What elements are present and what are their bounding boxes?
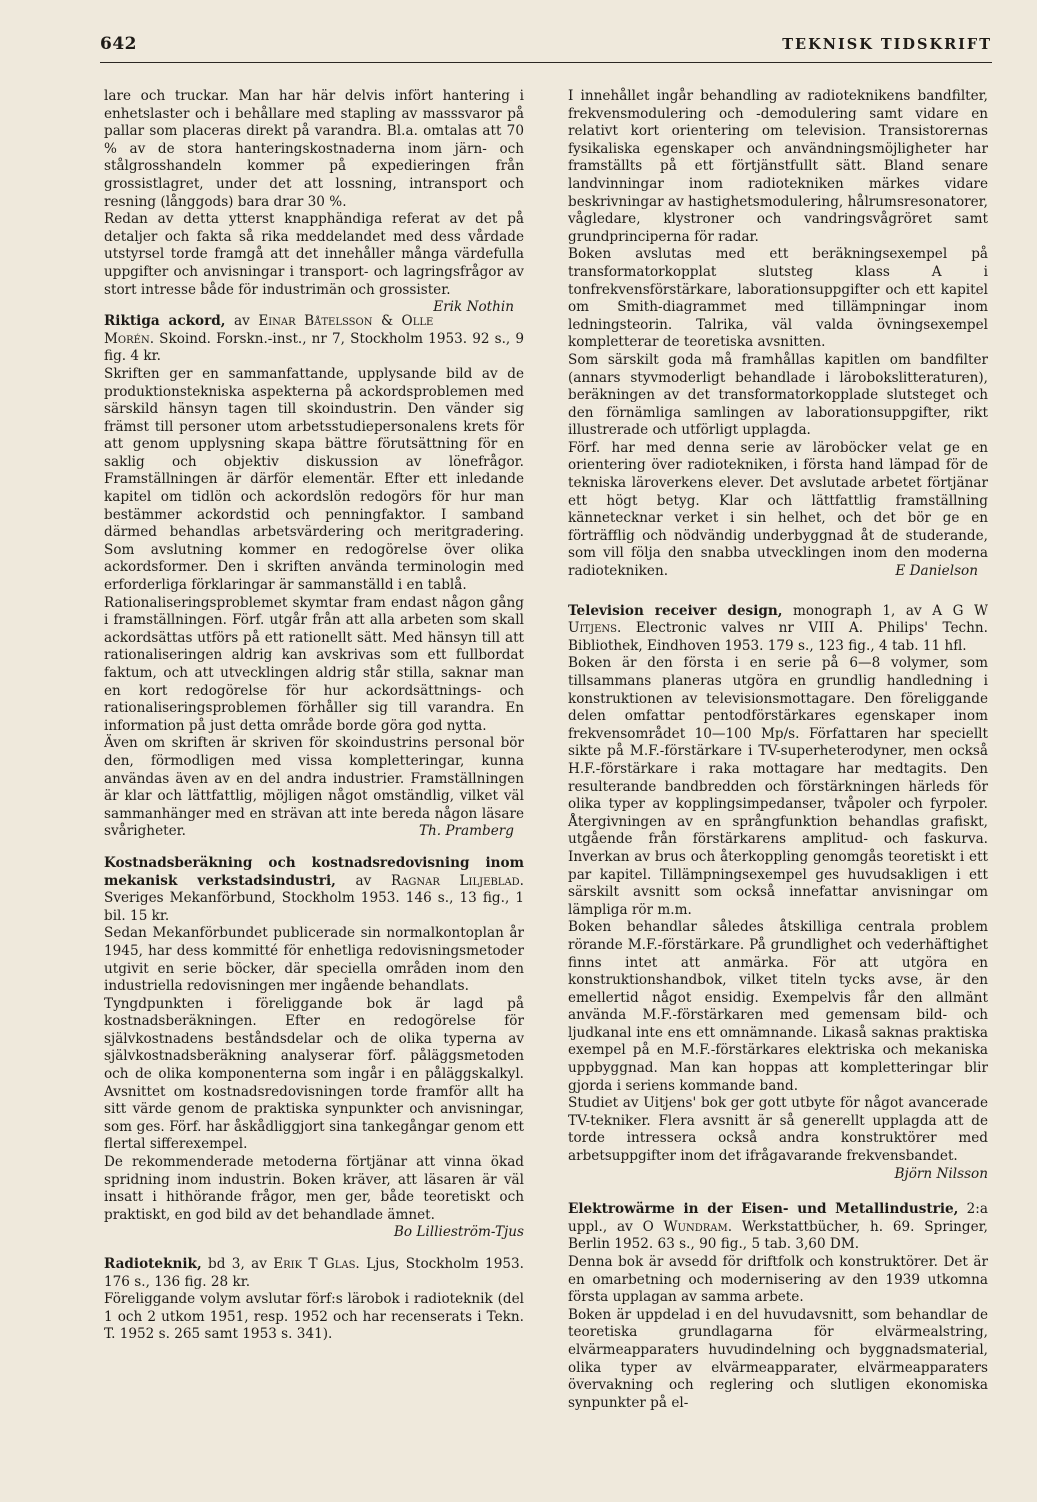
book-meta: monograph 1, av bbox=[793, 602, 922, 619]
book-authors: Einar Båtelsson & Olle Morén. bbox=[104, 313, 434, 347]
book-title: Radioteknik, bbox=[104, 1256, 202, 1272]
paragraph: lare och truckar. Man har här delvis infört hantering i enhetslaster och i behållare med stapling av masssvaror på pallar som placeras direkt på varandra. Bl.a. omtalas att 70 % av de stora hanteringskostnaderna inom järn- och stålgrosshandeln kommer på expedieringen från grossistlagret, under det att lossning, intransport och resning (långgods) bara drar 30 %. bbox=[104, 88, 524, 210]
reviewer-signature: Bo Lillieström-Tjus bbox=[393, 1224, 524, 1241]
review-television-receiver bbox=[568, 603, 988, 1184]
paragraph-text: Redan av detta ytterst knapphändiga referat av det på detaljer och fakta så rika meddelandet med dess vårdade utstyrsel torde framgå att det innehåller många värdefulla uppgifter och anvisningar i transport- och lagringsfrågor av stort intresse både för industrimän och grossister. bbox=[104, 211, 524, 298]
reviewer-signature: E Danielson bbox=[895, 563, 978, 580]
paragraph-text: Förf. har med denna serie av läroböcker velat ge en orientering över radiotekniken, i första hand lämpad för de tekniska läroverkens elever. Det avslutade arbetet förtjänar ett högt betyg. Klar och lättfattlig framställning kännetecknar verket i sin helhet, och det bör ge en förträfflig och nödvändig underbyggnad åt de studerande, som vill följa den snabba utvecklingen inom den moderna radiotekniken. bbox=[568, 439, 988, 580]
publication-info: Werkstattbücher, h. 69. Springer, Berlin 1952. 63 s., 90 fig., 5 tab. 3,60 DM. bbox=[568, 1218, 988, 1253]
paragraph: Denna bok är avsedd för driftfolk och konstruktörer. Det är en omarbetning och modernisering av den 1939 utkomna första upplagan av samma arbete. bbox=[568, 1254, 988, 1306]
book-title: Kostnadsberäkning och kostnadsredovisning inom mekanisk verkstadsindustri, bbox=[104, 854, 524, 889]
book-title: Elektrowärme in der Eisen- und Metallindustrie, bbox=[568, 1201, 959, 1218]
review-elektrowarme bbox=[568, 1201, 988, 1412]
paragraph-text: Även om skriften är skriven för skoindustrins personal bör den, förmodligen med vissa kompletteringar, kunna användas även av en del andra industrier. Framställningen är klar och lättfattlig, möjligen något omständlig, vilket väl sammanhänger med en strävan att inte bereda någon läsare svårigheter. bbox=[104, 735, 524, 840]
review-heading bbox=[104, 855, 524, 925]
page-header bbox=[100, 34, 992, 60]
journal-title: TEKNISK TIDSKRIFT bbox=[782, 36, 992, 53]
reviewer-signature: Th. Pramberg bbox=[418, 823, 514, 840]
book-authors: A G W Uitjens. bbox=[568, 602, 989, 637]
book-title: Riktiga ackord, bbox=[104, 313, 226, 330]
book-authors: Erik T Glas. bbox=[273, 1256, 360, 1272]
book-meta: bd 3, av bbox=[208, 1256, 267, 1272]
review-radioteknik-continued bbox=[568, 88, 988, 581]
publication-info: Ljus, Stockholm 1953. 176 s., 136 fig. 28 kr. bbox=[104, 1256, 524, 1290]
page-number: 642 bbox=[100, 34, 137, 54]
paragraph: Boken är uppdelad i en del huvudavsnitt, som behandlar de teoretiska grundlagarna för elvärmealstring, elvärmeapparaters huvudindelning och byggnadsmaterial, olika typer av elvärmeapparater, elvärmeapparaters övervakning och reglering och slutligen ekonomiska synpunkter på el- bbox=[568, 1306, 988, 1411]
paragraph: Boken är den första i en serie på 6—8 volymer, som tillsammans planeras utgöra en grundlig handledning i konstruktionen av televisionsmottagare. Den föreliggande delen omfattar pentodförstärkares egenskaper inom frekvensområdet 10—100 Mp/s. Författaren har speciellt sikte på M.F.-förstärkare i TV-superheterodyner, men också H.F.-förstärkare i raka mottagare har medtagits. Den resulterande bandbredden och förstärkningen härleds för olika typer av kopplingsimpedanser, tvåpoler och fyrpoler. Återgivningen av en språngfunktion behandlas grafiskt, utgående från förstärkarens amplitud- och faskurva. Inverkan av brus och återkoppling genomgås teoretiskt i ett par kapitel. Tillämpningsexempel ges huvudsakligen i ett särskilt avsnitt som också innefattar anvisningar om lämpliga rör m.m. bbox=[568, 655, 988, 918]
paragraph: Boken avslutas med ett beräkningsexempel på transformatorkopplat slutsteg klass A i tonfrekvensförstärkare, laborationsuppgifter och ett kapitel om Smith-diagrammet med tillämpningar inom ledningsteorin. Talrika, väl valda övningsexempel kompletterar de teoretiska avsnitten. bbox=[568, 246, 988, 351]
book-authors: Ragnar Liljeblad. bbox=[390, 872, 525, 889]
paragraph: Som särskilt goda må framhållas kapitlen om bandfilter (annars styvmoderligt behandlade i lärobokslitteraturen), beräkningen av det transformatorkopplade slutsteget och den förnämliga samlingen av laborationsuppgifter, rikt illustrerade och utförligt upplagda. bbox=[568, 351, 988, 439]
book-authors: Wundram. bbox=[663, 1218, 733, 1235]
review-radioteknik bbox=[104, 1256, 524, 1344]
paragraph: Föreliggande volym avslutar förf:s lärobok i radioteknik (del 1 och 2 utkom 1951, resp. 1952 och har recenserats i Tekn. T. 1952 s. 265 samt 1953 s. 341). bbox=[104, 1291, 524, 1343]
paragraph: Tyngdpunkten i föreliggande bok är lagd på kostnadsberäkningen. Efter en redogörelse för självkostnadens beståndsdelar och de olika typerna av självkostnadsberäkning analyserar förf. påläggsmetoden och de olika komponenterna som ingår i en påläggskalkyl. Avsnittet om kostnadsredovisningen torde framför allt ha sitt värde genom de praktiska synpunkter och anvisningar, som ges. Förf. har åskådliggjort sina tankegångar genom ett flertal sifferexempel. bbox=[104, 995, 524, 1153]
review-heading bbox=[104, 313, 524, 366]
paragraph bbox=[568, 440, 988, 581]
paragraph: Boken behandlar således åtskilliga centrala problem rörande M.F.-förstärkare. På grundlighet och vederhäftighet finns intet att anmärka. För att utgöra en konstruktionshandbok, vilket titeln tycks avse, är den emellertid något ensidig. Exempelvis får den allmänt använda M.F.-förstärkaren med gemensam bild- och ljudkanal inte ens ett omnämnande. Likaså saknas praktiska exempel på en M.F.-förstärkares elektriska och mekaniska uppbyggnad. Man kan hoppas att kompletteringar blir gjorda i seriens kommande band. bbox=[568, 919, 988, 1094]
publication-info: Skoind. Forskn.-inst., nr 7, Stockholm 1953. 92 s., 9 fig. 4 kr. bbox=[104, 330, 524, 365]
book-title: Television receiver design, bbox=[568, 602, 783, 619]
review-kostnadsberakning bbox=[104, 855, 524, 1242]
reviewer-signature: Björn Nilsson bbox=[894, 1165, 988, 1182]
paragraph bbox=[104, 735, 524, 841]
right-column bbox=[568, 88, 988, 1412]
publication-info: Sveriges Mekanförbund, Stockholm 1953. 146 s., 13 fig., 1 bil. 15 kr. bbox=[104, 890, 524, 924]
publication-info: Electronic valves nr VIII A. Philips' Techn. Bibliothek, Eindhoven 1953. 179 s., 123 fig., 4 tab. 11 hfl. bbox=[568, 620, 988, 654]
paragraph: Sedan Mekanförbundet publicerade sin normalkontoplan år 1945, har dess kommitté för enhetliga redovisningsmetoder utgivit en serie böcker, där speciella områden inom den industriella redovisningen mer ingående behandlats. bbox=[104, 925, 524, 995]
reviewer-signature: Erik Nothin bbox=[433, 299, 514, 316]
review-heading bbox=[104, 1256, 524, 1291]
by-word: av bbox=[355, 872, 372, 889]
review-heading bbox=[568, 603, 988, 656]
paragraph: Skriften ger en sammanfattande, upplysande bild av de produktionstekniska aspekterna på ackordsproblemen med särskild hänsyn tagen till skoindustrin. Den vänder sig främst till personer utom arbetsstudiepersonalens krets för att genom upplysning skapa bättre förutsättning för en saklig och objektiv diskussion av lönefrågor. Framställningen är därför elementär. Efter ett inledande kapitel om tidlön och ackordslön redogörs för hur man bestämmer ackordstid och penningfaktor. I samband därmed behandlas arbetsvärdering och meritgradering. Som avslutning kommer en redogörelse över olika ackordsformer. Den i skriften använda terminologin med erforderliga förklaringar är sammanställd i en tablå. bbox=[104, 365, 524, 594]
left-column bbox=[104, 88, 524, 1344]
header-rule bbox=[100, 62, 992, 63]
review-riktiga-ackord bbox=[104, 313, 524, 841]
book-meta: 2:a uppl., av O bbox=[568, 1201, 988, 1235]
paragraph: Rationaliseringsproblemet skymtar fram endast någon gång i framställningen. Förf. utgår från att alla arbeten som skall ackordsättas utförs på ett rationellt sätt. Med hänsyn till att rationaliseringen aldrig kan avskrivas som ett fullbordat faktum, och att utvecklingen aldrig står stilla, saknar man en kort redogörelse för hur ackordsättnings- och rationaliseringsproblemen förhåller sig till varandra. En information på just detta område borde göra god nytta. bbox=[104, 594, 524, 734]
review-heading bbox=[568, 1201, 988, 1254]
paragraph: Studiet av Uitjens' bok ger gott utbyte för något avancerade TV-tekniker. Flera avsnitt är så generellt upplagda att de torde intressera också andra konstruktörer med arbetsuppgifter inom det ifrågavarande frekvensbandet. bbox=[568, 1095, 988, 1165]
by-word: av bbox=[234, 313, 250, 330]
review-continuation-nothin bbox=[104, 88, 524, 316]
paragraph bbox=[104, 211, 524, 316]
paragraph: De rekommenderade metoderna förtjänar att vinna ökad spridning inom industrin. Boken kräver, att läsaren är väl insatt i hithörande frågor, men ger, både teoretiskt och praktiskt, en god bild av det behandlade ämnet. bbox=[104, 1154, 524, 1223]
paragraph: I innehållet ingår behandling av radioteknikens bandfilter, frekvensmodulering och -demodulering samt vidare en relativt kort orientering om television. Transistorernas fysikaliska egenskaper och användningsmöjligheter har framställts på ett förtjänstfullt sätt. Bland senare landvinningar inom radiotekniken märkes vidare beskrivningar av hastighetsmodulering, hålrumsresonatorer, vågledare, klystroner och vandringsvågröret samt grundprinciperna för radar. bbox=[568, 88, 988, 245]
